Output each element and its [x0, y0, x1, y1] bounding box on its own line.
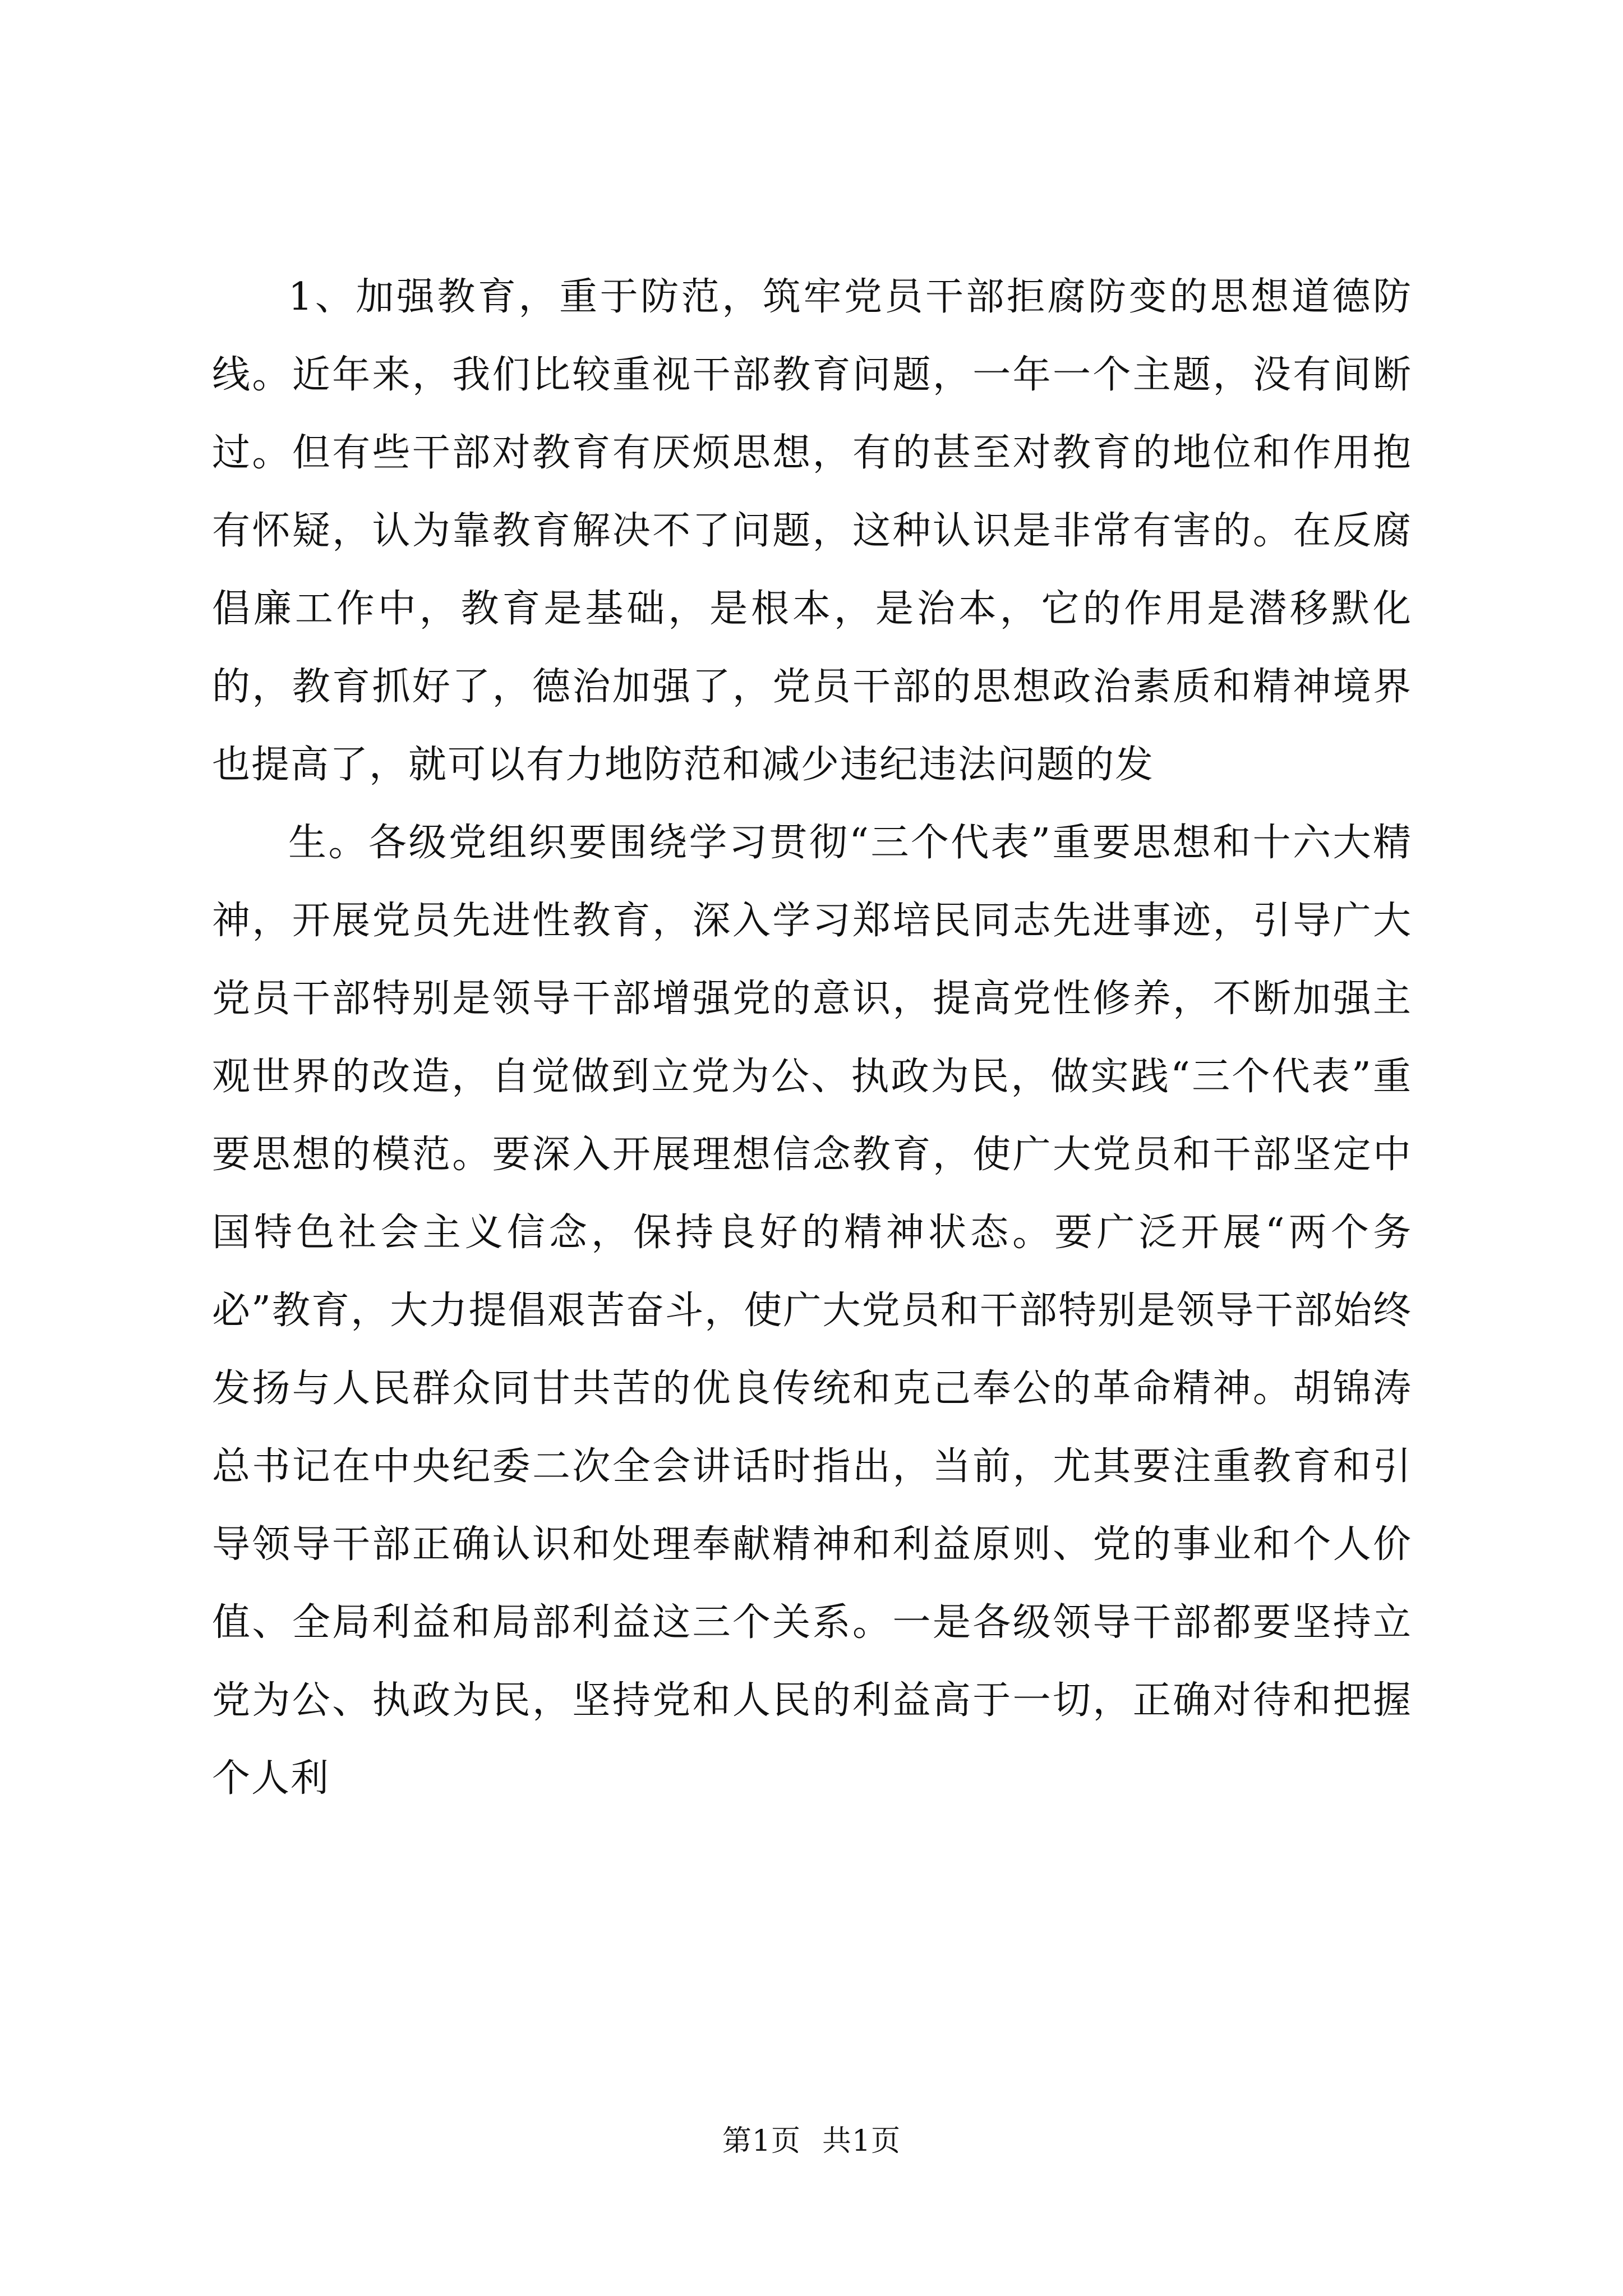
page-number: 第1页: [722, 2124, 801, 2158]
page-total: 共1页: [822, 2124, 901, 2158]
paragraph-1: 1、加强教育，重于防范，筑牢党员干部拒腐防变的思想道德防线。近年来，我们比较重视干部教育问题，一年一个主题，没有间断过。但有些干部对教育有厌烦思想，有的甚至对教育的地位和作用抱有怀疑，认为靠教育解决不了问题，这种认识是非常有害的。在反腐倡廉工作中，教育是基础，是根本，是治本，它的作用是潜移默化的，教育抓好了，德治加强了，党员干部的思想政治素质和精神境界也提高了，就可以有力地防范和减少违纪违法问题的发: [212, 275, 1412, 787]
page-footer: [0, 2122, 1623, 2161]
document-body: [212, 258, 1412, 1818]
paragraph-2: 生。各级党组织要围绕学习贯彻“三个代表”重要思想和十六大精神，开展党员先进性教育，深入学习郑培民同志先进事迹，引导广大党员干部特别是领导干部增强党的意识，提高党性修养，不断加强主观世界的改造，自觉做到立党为公、执政为民，做实践“三个代表”重要思想的模范。要深入开展理想信念教育，使广大党员和干部坚定中国特色社会主义信念，保持良好的精神状态。要广泛开展“两个务必”教育，大力提倡艰苦奋斗，使广大党员和干部特别是领导干部始终发扬与人民群众同甘共苦的优良传统和克己奉公的革命精神。胡锦涛总书记在中央纪委二次全会讲话时指出，当前，尤其要注重教育和引导领导干部正确认识和处理奉献精神和利益原则、党的事业和个人价值、全局利益和局部利益这三个关系。一是各级领导干部都要坚持立党为公、执政为民，坚持党和人民的利益高于一切，正确对待和把握个人利: [212, 821, 1412, 1801]
